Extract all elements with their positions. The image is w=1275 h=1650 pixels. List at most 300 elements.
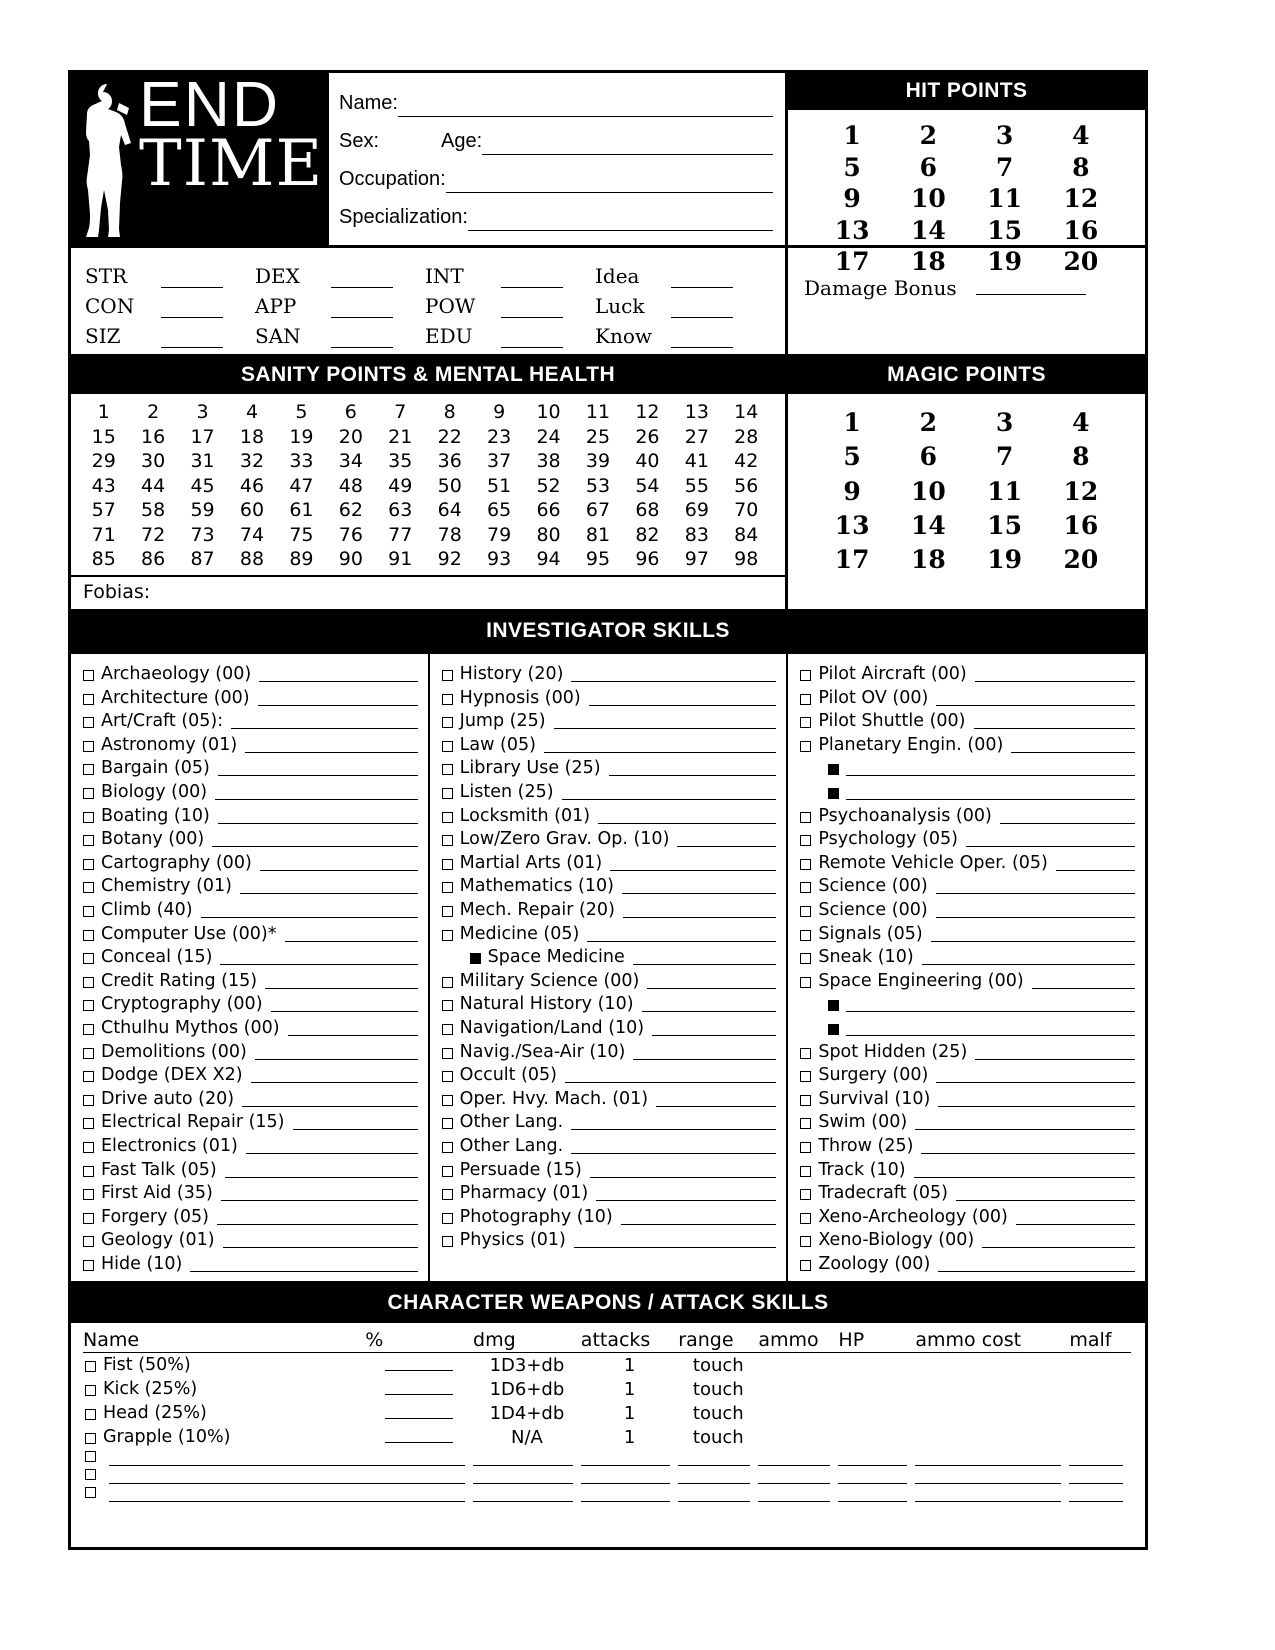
san-cell-14[interactable]: 14	[734, 401, 759, 423]
checkbox-icon[interactable]	[83, 1024, 94, 1035]
weapon-pct-cell[interactable]	[365, 1401, 473, 1425]
weapon-blank-cell[interactable]	[838, 1449, 915, 1467]
checkbox-icon[interactable]	[83, 930, 94, 941]
skill-value-input[interactable]	[1032, 988, 1135, 989]
skill-value-input[interactable]	[251, 1082, 418, 1083]
filled-square-icon[interactable]	[828, 1000, 839, 1011]
skill-value-input[interactable]	[642, 1011, 777, 1012]
san-cell-92[interactable]: 92	[437, 548, 462, 570]
san-cell-74[interactable]: 74	[239, 523, 265, 546]
san-cell-64[interactable]: 64	[437, 499, 462, 521]
weapon-blank-input[interactable]	[838, 1469, 907, 1484]
weapon-blank-cell[interactable]	[678, 1449, 758, 1467]
weapon-blank-input[interactable]	[915, 1487, 1061, 1502]
mp-cell-11[interactable]: 11	[987, 476, 1023, 506]
skill-value-input[interactable]	[589, 705, 777, 706]
san-cell-39[interactable]: 39	[585, 450, 611, 472]
weapon-blank-input[interactable]	[1069, 1469, 1123, 1484]
mp-cell-16[interactable]: 16	[1063, 510, 1099, 540]
san-cell-71[interactable]: 71	[91, 523, 116, 546]
checkbox-icon[interactable]	[442, 1048, 453, 1059]
skill-value-input[interactable]	[265, 988, 418, 989]
weapon-blank-input[interactable]	[1069, 1487, 1123, 1502]
weapon-pct-cell[interactable]	[365, 1425, 473, 1449]
san-cell-40[interactable]: 40	[635, 450, 660, 472]
checkbox-icon[interactable]	[85, 1451, 96, 1462]
san-cell-65[interactable]: 65	[487, 499, 512, 521]
san-cell-34[interactable]: 34	[338, 450, 363, 472]
skill-value-input[interactable]	[966, 846, 1135, 847]
checkbox-icon[interactable]	[83, 1048, 94, 1059]
checkbox-icon[interactable]	[83, 859, 94, 870]
skill-value-input[interactable]	[609, 775, 777, 776]
hp-cell-19[interactable]: 19	[987, 247, 1023, 276]
san-cell-3[interactable]: 3	[196, 401, 209, 423]
mp-cell-15[interactable]: 15	[987, 510, 1023, 540]
checkbox-icon[interactable]	[800, 812, 811, 823]
skill-value-input[interactable]	[571, 1153, 776, 1154]
san-cell-7[interactable]: 7	[394, 401, 407, 423]
san-cell-73[interactable]: 73	[190, 523, 215, 546]
skill-value-input[interactable]	[221, 1200, 418, 1201]
checkbox-icon[interactable]	[83, 953, 94, 964]
hp-cell-6[interactable]: 6	[919, 152, 938, 182]
checkbox-icon[interactable]	[442, 1236, 453, 1247]
skill-value-input[interactable]	[931, 941, 1135, 942]
checkbox-icon[interactable]	[800, 670, 811, 681]
san-cell-35[interactable]: 35	[388, 450, 413, 472]
san-cell-98[interactable]: 98	[734, 548, 759, 570]
san-cell-96[interactable]: 96	[635, 548, 660, 570]
checkbox-icon[interactable]	[800, 882, 811, 893]
checkbox-icon[interactable]	[800, 930, 811, 941]
skill-value-input[interactable]	[936, 917, 1135, 918]
hp-cell-4[interactable]: 4	[1072, 121, 1090, 150]
san-cell-57[interactable]: 57	[91, 499, 116, 521]
san-cell-43[interactable]: 43	[91, 474, 116, 497]
hp-cell-5[interactable]: 5	[843, 152, 861, 182]
san-cell-82[interactable]: 82	[635, 523, 660, 546]
checkbox-icon[interactable]	[442, 1142, 453, 1153]
san-cell-19[interactable]: 19	[289, 425, 314, 448]
checkbox-icon[interactable]	[83, 882, 94, 893]
skill-value-input[interactable]	[621, 1224, 777, 1225]
san-cell-48[interactable]: 48	[338, 474, 363, 497]
weapon-blank-cell[interactable]	[365, 1485, 473, 1503]
san-cell-11[interactable]: 11	[585, 401, 611, 423]
san-cell-26[interactable]: 26	[635, 425, 660, 448]
san-cell-91[interactable]: 91	[388, 548, 413, 570]
checkbox-icon[interactable]	[83, 694, 94, 705]
san-cell-84[interactable]: 84	[734, 523, 759, 546]
mp-cell-6[interactable]: 6	[919, 442, 938, 472]
name-input[interactable]	[398, 116, 773, 117]
weapon-blank-cell[interactable]	[758, 1449, 838, 1467]
hp-cell-11[interactable]: 11	[987, 184, 1023, 213]
weapon-blank-cell[interactable]	[365, 1467, 473, 1485]
checkbox-icon[interactable]	[442, 670, 453, 681]
weapon-blank-input[interactable]	[365, 1451, 465, 1466]
san-cell-59[interactable]: 59	[190, 499, 215, 521]
checkbox-icon[interactable]	[442, 1166, 453, 1177]
checkbox-icon[interactable]	[800, 741, 811, 752]
san-cell-63[interactable]: 63	[388, 499, 413, 521]
checkbox-icon[interactable]	[442, 717, 453, 728]
checkbox-icon[interactable]	[83, 1189, 94, 1200]
skill-value-input[interactable]	[285, 941, 418, 942]
san-cell-58[interactable]: 58	[141, 499, 166, 521]
weapon-blank-input[interactable]	[758, 1487, 830, 1502]
checkbox-icon[interactable]	[442, 741, 453, 752]
san-cell-10[interactable]: 10	[536, 401, 561, 423]
checkbox-icon[interactable]	[442, 859, 453, 870]
skill-value-input[interactable]	[975, 1059, 1135, 1060]
skill-value-input[interactable]	[223, 1247, 418, 1248]
san-cell-38[interactable]: 38	[536, 450, 561, 472]
san-cell-24[interactable]: 24	[536, 425, 561, 448]
checkbox-icon[interactable]	[800, 1118, 811, 1129]
weapon-blank-cell[interactable]	[838, 1485, 915, 1503]
checkbox-icon[interactable]	[442, 694, 453, 705]
skill-value-input[interactable]	[240, 893, 418, 894]
skill-value-input[interactable]	[633, 1059, 776, 1060]
checkbox-icon[interactable]	[800, 835, 811, 846]
skill-value-input[interactable]	[590, 1177, 776, 1178]
mp-cell-4[interactable]: 4	[1072, 408, 1090, 437]
skill-value-input[interactable]	[938, 1271, 1135, 1272]
san-cell-68[interactable]: 68	[635, 499, 660, 521]
san-cell-12[interactable]: 12	[635, 401, 660, 423]
san-cell-62[interactable]: 62	[338, 499, 363, 521]
attribute-input[interactable]	[671, 331, 733, 348]
mp-cell-18[interactable]: 18	[910, 545, 946, 574]
hp-cell-17[interactable]: 17	[834, 247, 870, 276]
san-cell-90[interactable]: 90	[338, 548, 363, 570]
checkbox-icon[interactable]	[800, 1236, 811, 1247]
hp-cell-13[interactable]: 13	[834, 215, 870, 245]
attribute-input[interactable]	[501, 271, 563, 288]
san-cell-80[interactable]: 80	[536, 523, 561, 546]
san-cell-13[interactable]: 13	[684, 401, 709, 423]
specialization-input[interactable]	[468, 230, 773, 231]
weapon-blank-cell[interactable]	[678, 1485, 758, 1503]
san-cell-55[interactable]: 55	[684, 474, 709, 497]
skill-value-input[interactable]	[218, 823, 418, 824]
san-cell-2[interactable]: 2	[147, 401, 160, 423]
checkbox-icon[interactable]	[83, 1095, 94, 1106]
weapon-blank-cell[interactable]	[473, 1449, 581, 1467]
san-cell-49[interactable]: 49	[388, 474, 413, 497]
san-cell-23[interactable]: 23	[487, 425, 512, 448]
san-cell-60[interactable]: 60	[239, 499, 265, 521]
skill-value-input[interactable]	[936, 705, 1135, 706]
skill-value-input[interactable]	[633, 964, 777, 965]
weapon-blank-cell[interactable]	[581, 1467, 679, 1485]
skill-value-input[interactable]	[647, 988, 776, 989]
checkbox-icon[interactable]	[83, 1213, 94, 1224]
skill-value-input[interactable]	[938, 1106, 1135, 1107]
weapon-pct-input[interactable]	[385, 1404, 453, 1419]
san-cell-86[interactable]: 86	[141, 548, 166, 570]
san-cell-25[interactable]: 25	[585, 425, 611, 448]
skill-value-input[interactable]	[571, 1129, 776, 1130]
filled-square-icon[interactable]	[828, 764, 839, 775]
hp-cell-15[interactable]: 15	[987, 215, 1023, 245]
skill-value-input[interactable]	[1000, 823, 1135, 824]
skill-value-input[interactable]	[1056, 870, 1135, 871]
weapon-blank-input[interactable]	[838, 1487, 907, 1502]
san-cell-75[interactable]: 75	[289, 523, 314, 546]
san-cell-79[interactable]: 79	[487, 523, 512, 546]
hp-cell-3[interactable]: 3	[995, 121, 1014, 150]
weapon-blank-cell[interactable]	[915, 1449, 1069, 1467]
checkbox-icon[interactable]	[442, 906, 453, 917]
skill-value-input[interactable]	[288, 1035, 418, 1036]
weapon-blank-cell[interactable]	[678, 1467, 758, 1485]
weapon-blank-input[interactable]	[838, 1451, 907, 1466]
mp-cell-12[interactable]: 12	[1063, 476, 1099, 506]
attribute-input[interactable]	[671, 301, 733, 318]
skill-value-input[interactable]	[846, 1011, 1135, 1012]
checkbox-icon[interactable]	[83, 1118, 94, 1129]
weapon-blank-input[interactable]	[1069, 1451, 1123, 1466]
weapon-blank-input[interactable]	[758, 1469, 830, 1484]
san-cell-88[interactable]: 88	[239, 548, 265, 570]
occupation-input[interactable]	[446, 192, 773, 193]
weapon-blank-input[interactable]	[915, 1469, 1061, 1484]
weapon-blank-cell[interactable]	[1069, 1467, 1131, 1485]
skill-value-input[interactable]	[1016, 1224, 1135, 1225]
checkbox-icon[interactable]	[442, 1189, 453, 1200]
checkbox-icon[interactable]	[442, 977, 453, 988]
weapon-pct-input[interactable]	[385, 1428, 453, 1443]
weapon-blank-cell[interactable]	[758, 1467, 838, 1485]
san-cell-28[interactable]: 28	[734, 425, 759, 448]
skill-value-input[interactable]	[293, 1129, 418, 1130]
weapon-blank-cell[interactable]	[915, 1467, 1069, 1485]
checkbox-icon[interactable]	[83, 1166, 94, 1177]
weapon-blank-cell[interactable]	[758, 1485, 838, 1503]
skill-value-input[interactable]	[190, 1271, 417, 1272]
checkbox-icon[interactable]	[442, 1024, 453, 1035]
skill-value-input[interactable]	[562, 799, 777, 800]
san-cell-37[interactable]: 37	[487, 450, 512, 472]
san-cell-15[interactable]: 15	[91, 425, 116, 448]
hp-cell-2[interactable]: 2	[919, 121, 938, 150]
skill-value-input[interactable]	[623, 917, 776, 918]
filled-square-icon[interactable]	[828, 788, 839, 799]
mp-cell-2[interactable]: 2	[919, 408, 938, 437]
skill-value-input[interactable]	[242, 1106, 418, 1107]
checkbox-icon[interactable]	[85, 1487, 96, 1498]
mp-cell-1[interactable]: 1	[843, 408, 861, 437]
weapon-blank-input[interactable]	[581, 1451, 671, 1466]
checkbox-icon[interactable]	[800, 694, 811, 705]
checkbox-icon[interactable]	[442, 1071, 453, 1082]
hp-cell-18[interactable]: 18	[910, 247, 946, 276]
attribute-input[interactable]	[501, 331, 563, 348]
weapon-blank-cell[interactable]	[473, 1467, 581, 1485]
skill-value-input[interactable]	[574, 1247, 776, 1248]
weapon-blank-cell[interactable]	[915, 1485, 1069, 1503]
san-cell-20[interactable]: 20	[338, 425, 363, 448]
skill-value-input[interactable]	[652, 1035, 776, 1036]
checkbox-icon[interactable]	[83, 1071, 94, 1082]
hp-cell-20[interactable]: 20	[1063, 247, 1099, 276]
weapon-blank-cell[interactable]	[581, 1485, 679, 1503]
attribute-input[interactable]	[671, 271, 733, 288]
weapon-blank-input[interactable]	[473, 1487, 573, 1502]
san-cell-41[interactable]: 41	[684, 450, 709, 472]
san-cell-89[interactable]: 89	[289, 548, 314, 570]
checkbox-icon[interactable]	[800, 717, 811, 728]
weapon-pct-input[interactable]	[385, 1356, 453, 1371]
attribute-input[interactable]	[331, 271, 393, 288]
checkbox-icon[interactable]	[442, 812, 453, 823]
san-cell-6[interactable]: 6	[344, 401, 357, 423]
weapon-name-input[interactable]	[109, 1469, 365, 1484]
checkbox-icon[interactable]	[442, 1000, 453, 1011]
checkbox-icon[interactable]	[800, 953, 811, 964]
weapon-pct-input[interactable]	[385, 1380, 453, 1395]
san-cell-87[interactable]: 87	[190, 548, 215, 570]
damage-bonus-input[interactable]	[976, 278, 1086, 295]
skill-value-input[interactable]	[565, 1082, 776, 1083]
weapon-blank-input[interactable]	[758, 1451, 830, 1466]
weapon-blank-input[interactable]	[365, 1469, 465, 1484]
san-cell-56[interactable]: 56	[734, 474, 759, 497]
skill-value-input[interactable]	[975, 681, 1135, 682]
san-cell-36[interactable]: 36	[437, 450, 462, 472]
checkbox-icon[interactable]	[83, 977, 94, 988]
checkbox-icon[interactable]	[85, 1469, 96, 1480]
skill-value-input[interactable]	[656, 1106, 776, 1107]
san-cell-22[interactable]: 22	[437, 425, 462, 448]
san-cell-17[interactable]: 17	[190, 425, 215, 448]
weapon-blank-cell[interactable]	[365, 1449, 473, 1467]
attribute-input[interactable]	[161, 271, 223, 288]
san-cell-83[interactable]: 83	[684, 523, 709, 546]
sanity-grid[interactable]	[71, 394, 785, 575]
checkbox-icon[interactable]	[85, 1385, 96, 1396]
mp-cell-8[interactable]: 8	[1072, 442, 1090, 472]
mp-cell-14[interactable]: 14	[910, 510, 946, 540]
san-cell-18[interactable]: 18	[239, 425, 265, 448]
mp-cell-7[interactable]: 7	[995, 442, 1014, 472]
mp-cell-20[interactable]: 20	[1063, 545, 1099, 574]
weapon-blank-input[interactable]	[473, 1451, 573, 1466]
checkbox-icon[interactable]	[83, 717, 94, 728]
weapon-pct-cell[interactable]	[365, 1352, 473, 1377]
checkbox-icon[interactable]	[442, 835, 453, 846]
skill-value-input[interactable]	[622, 893, 776, 894]
san-cell-85[interactable]: 85	[91, 548, 116, 570]
skill-value-input[interactable]	[914, 1177, 1135, 1178]
san-cell-50[interactable]: 50	[437, 474, 462, 497]
san-cell-5[interactable]: 5	[295, 401, 308, 423]
san-cell-54[interactable]: 54	[635, 474, 660, 497]
weapon-blank-cell[interactable]	[581, 1449, 679, 1467]
weapon-name-input[interactable]	[109, 1451, 365, 1466]
san-cell-8[interactable]: 8	[443, 401, 456, 423]
san-cell-21[interactable]: 21	[388, 425, 413, 448]
san-cell-1[interactable]: 1	[97, 401, 110, 423]
san-cell-16[interactable]: 16	[141, 425, 166, 448]
san-cell-51[interactable]: 51	[487, 474, 512, 497]
checkbox-icon[interactable]	[83, 906, 94, 917]
san-cell-93[interactable]: 93	[487, 548, 512, 570]
san-cell-77[interactable]: 77	[388, 523, 413, 546]
weapon-blank-cell[interactable]	[473, 1485, 581, 1503]
weapon-blank-cell[interactable]	[838, 1467, 915, 1485]
attribute-input[interactable]	[331, 331, 393, 348]
magic-points-grid[interactable]	[788, 394, 1145, 585]
skill-value-input[interactable]	[921, 1153, 1135, 1154]
weapon-blank-input[interactable]	[678, 1487, 750, 1502]
san-cell-81[interactable]: 81	[585, 523, 611, 546]
checkbox-icon[interactable]	[442, 1213, 453, 1224]
weapon-blank-input[interactable]	[581, 1469, 671, 1484]
checkbox-icon[interactable]	[83, 1236, 94, 1247]
checkbox-icon[interactable]	[442, 1118, 453, 1129]
age-input[interactable]	[482, 154, 773, 155]
mp-cell-5[interactable]: 5	[843, 442, 861, 472]
skill-value-input[interactable]	[217, 1224, 418, 1225]
skill-value-input[interactable]	[231, 728, 418, 729]
skill-value-input[interactable]	[846, 1035, 1135, 1036]
checkbox-icon[interactable]	[83, 1142, 94, 1153]
mp-cell-10[interactable]: 10	[910, 476, 946, 506]
skill-value-input[interactable]	[258, 705, 418, 706]
checkbox-icon[interactable]	[800, 906, 811, 917]
san-cell-70[interactable]: 70	[734, 499, 759, 521]
san-cell-72[interactable]: 72	[141, 523, 166, 546]
attribute-input[interactable]	[501, 301, 563, 318]
hp-cell-1[interactable]: 1	[843, 121, 861, 150]
san-cell-69[interactable]: 69	[684, 499, 709, 521]
san-cell-67[interactable]: 67	[585, 499, 611, 521]
san-cell-30[interactable]: 30	[141, 450, 166, 472]
hp-cell-9[interactable]: 9	[843, 184, 861, 213]
weapon-blank-cell[interactable]	[1069, 1449, 1131, 1467]
san-cell-97[interactable]: 97	[684, 548, 709, 570]
checkbox-icon[interactable]	[800, 1189, 811, 1200]
weapon-name-input[interactable]	[109, 1487, 365, 1502]
checkbox-icon[interactable]	[85, 1361, 96, 1372]
san-cell-95[interactable]: 95	[585, 548, 611, 570]
skill-value-input[interactable]	[259, 681, 417, 682]
skill-value-input[interactable]	[260, 870, 418, 871]
skill-value-input[interactable]	[936, 1082, 1135, 1083]
skill-value-input[interactable]	[212, 846, 417, 847]
hp-cell-12[interactable]: 12	[1063, 184, 1099, 213]
san-cell-44[interactable]: 44	[141, 474, 166, 497]
checkbox-icon[interactable]	[442, 764, 453, 775]
skill-value-input[interactable]	[846, 775, 1135, 776]
san-cell-76[interactable]: 76	[338, 523, 363, 546]
weapon-pct-cell[interactable]	[365, 1377, 473, 1401]
san-cell-47[interactable]: 47	[289, 474, 314, 497]
skill-value-input[interactable]	[598, 823, 776, 824]
skill-value-input[interactable]	[271, 1011, 418, 1012]
checkbox-icon[interactable]	[442, 788, 453, 799]
skill-value-input[interactable]	[974, 728, 1136, 729]
san-cell-9[interactable]: 9	[493, 401, 506, 423]
skill-value-input[interactable]	[587, 941, 776, 942]
mp-cell-3[interactable]: 3	[995, 408, 1014, 437]
san-cell-31[interactable]: 31	[190, 450, 215, 472]
skill-value-input[interactable]	[846, 799, 1135, 800]
